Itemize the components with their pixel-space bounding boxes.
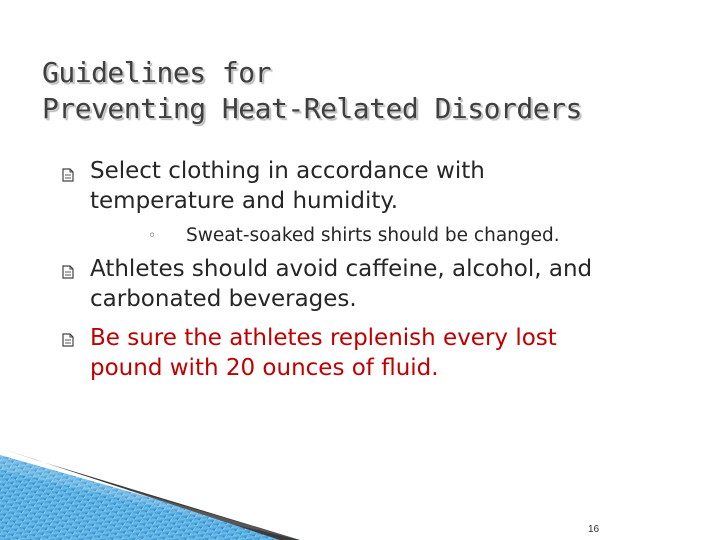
- bullet-3-line-2: pound with 20 ounces of fluid.: [90, 355, 439, 381]
- page-number: 16: [588, 524, 600, 535]
- bullet-item-2: [90, 254, 690, 314]
- bullet-2-line-1: Athletes should avoid caffeine, alcohol, and: [90, 256, 593, 282]
- bullet-1-line-2: temperature and humidity.: [90, 188, 399, 214]
- bullet-2-line-2: carbonated beverages.: [90, 286, 357, 312]
- page-bullet-icon: [62, 333, 74, 347]
- title-line-1: Guidelines for: [42, 56, 272, 89]
- sub-bullet-item: Sweat-soaked shirts should be changed.: [186, 225, 560, 246]
- bullet-1-line-1: Select clothing in accordance with: [90, 158, 485, 184]
- bullet-item-3: [90, 323, 690, 383]
- page-bullet-icon: [62, 168, 74, 182]
- bullet-item-1: [90, 156, 690, 216]
- bullet-3-line-1: Be sure the athletes replenish every lost: [90, 325, 557, 351]
- sub-bullet-glyph: ◦: [148, 228, 157, 244]
- slide-title: [42, 55, 702, 127]
- page-bullet-icon: [62, 265, 74, 279]
- title-line-2: Preventing Heat-Related Disorders: [42, 92, 582, 125]
